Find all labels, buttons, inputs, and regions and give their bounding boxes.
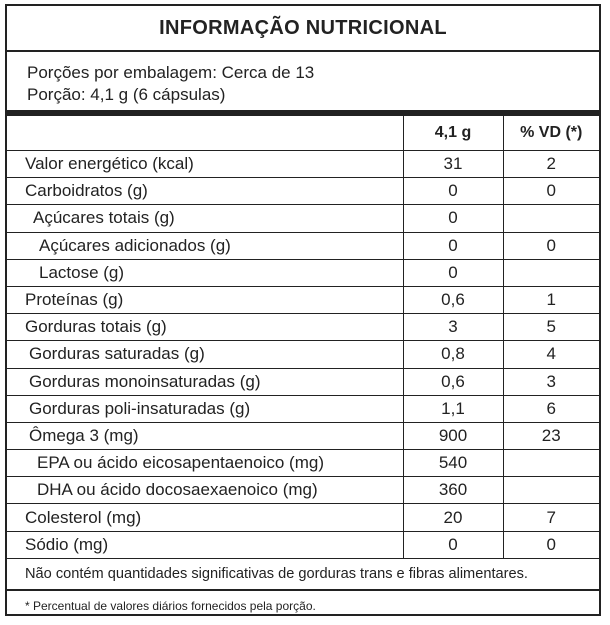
row-label: Colesterol (mg) <box>7 504 403 531</box>
serving-size: Porção: 4,1 g (6 cápsulas) <box>27 85 226 104</box>
row-label: Açúcares totais (g) <box>7 205 403 232</box>
row-label: Gorduras totais (g) <box>7 314 403 341</box>
table-row <box>7 151 599 178</box>
row-amount: 0,8 <box>403 341 503 368</box>
table-row <box>7 531 599 558</box>
table-row <box>7 314 599 341</box>
table-row <box>7 395 599 422</box>
not-significant-note: Não contém quantidades significativas de gorduras trans e fibras alimentares. <box>7 559 599 591</box>
row-amount: 1,1 <box>403 395 503 422</box>
row-daily-value: 6 <box>503 395 599 422</box>
row-amount: 900 <box>403 422 503 449</box>
row-amount: 0 <box>403 259 503 286</box>
row-daily-value <box>503 450 599 477</box>
daily-value-footnote: * Percentual de valores diários fornecidos pela porção. <box>25 598 316 613</box>
row-daily-value <box>503 205 599 232</box>
panel-title: INFORMAÇÃO NUTRICIONAL <box>7 6 599 52</box>
row-amount: 0,6 <box>403 368 503 395</box>
row-amount: 3 <box>403 314 503 341</box>
row-amount: 0,6 <box>403 286 503 313</box>
row-amount: 0 <box>403 531 503 558</box>
row-label: Sódio (mg) <box>7 531 403 558</box>
row-daily-value: 0 <box>503 232 599 259</box>
table-header-row <box>7 116 599 151</box>
row-label: Gorduras poli-insaturadas (g) <box>7 395 403 422</box>
row-label: Ômega 3 (mg) <box>7 422 403 449</box>
row-label: Carboidratos (g) <box>7 178 403 205</box>
row-daily-value: 0 <box>503 531 599 558</box>
row-daily-value <box>503 477 599 504</box>
row-label: DHA ou ácido docosaexaenoico (mg) <box>7 477 403 504</box>
row-label: Gorduras monoinsaturadas (g) <box>7 368 403 395</box>
row-amount: 31 <box>403 151 503 178</box>
row-daily-value: 4 <box>503 341 599 368</box>
table-row <box>7 286 599 313</box>
table-row <box>7 259 599 286</box>
row-daily-value: 7 <box>503 504 599 531</box>
row-daily-value: 0 <box>503 178 599 205</box>
table-row <box>7 232 599 259</box>
row-amount: 540 <box>403 450 503 477</box>
nutrition-facts-panel <box>5 4 601 616</box>
table-row <box>7 504 599 531</box>
table-row <box>7 178 599 205</box>
table-row <box>7 368 599 395</box>
row-daily-value <box>503 259 599 286</box>
table-row <box>7 422 599 449</box>
row-label: Lactose (g) <box>7 259 403 286</box>
row-daily-value: 23 <box>503 422 599 449</box>
row-daily-value: 2 <box>503 151 599 178</box>
table-row <box>7 477 599 504</box>
row-daily-value: 1 <box>503 286 599 313</box>
row-amount: 0 <box>403 232 503 259</box>
row-label: Açúcares adicionados (g) <box>7 232 403 259</box>
row-daily-value: 5 <box>503 314 599 341</box>
header-daily-value: % VD (*) <box>503 116 599 151</box>
table-row <box>7 341 599 368</box>
servings-per-package: Porções por embalagem: Cerca de 13 <box>27 63 315 82</box>
row-label: Valor energético (kcal) <box>7 151 403 178</box>
row-label: Gorduras saturadas (g) <box>7 341 403 368</box>
table-row <box>7 205 599 232</box>
serving-info <box>7 52 599 116</box>
row-label: EPA ou ácido eicosapentaenoico (mg) <box>7 450 403 477</box>
header-blank <box>7 116 403 151</box>
row-amount: 20 <box>403 504 503 531</box>
row-amount: 0 <box>403 178 503 205</box>
row-amount: 360 <box>403 477 503 504</box>
header-amount: 4,1 g <box>403 116 503 151</box>
nutrition-table <box>7 116 599 559</box>
row-amount: 0 <box>403 205 503 232</box>
row-daily-value: 3 <box>503 368 599 395</box>
table-row <box>7 450 599 477</box>
row-label: Proteínas (g) <box>7 286 403 313</box>
